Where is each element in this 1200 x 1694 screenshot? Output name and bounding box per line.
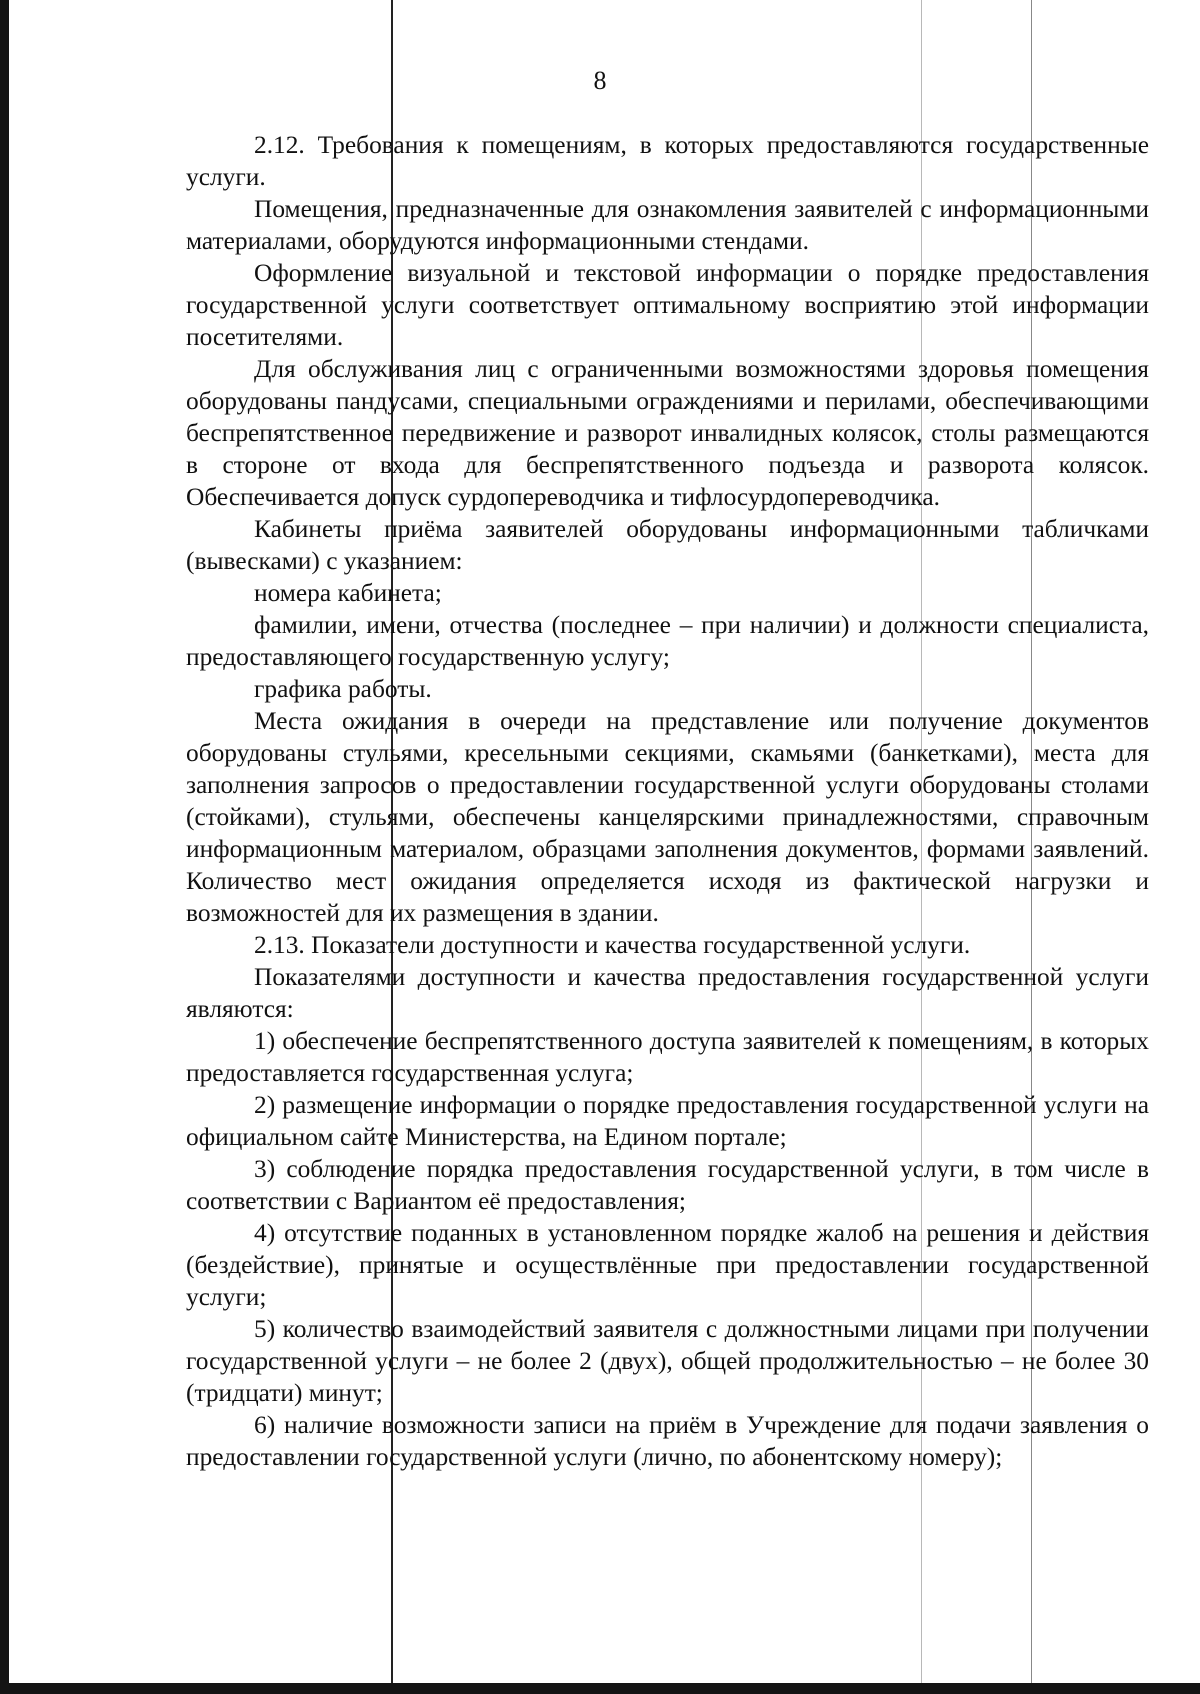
list-item: 1) обеспечение беспрепятственного доступа заявителей к помещениям, в которых предоставляется государственная услуга;	[186, 1027, 1149, 1087]
paragraph: Для обслуживания лиц с ограниченными возможностями здоровья помещения оборудованы пандусами, специальными ограждениями и перилами, обеспечивающими беспрепятственное передвижение и разворот инвалидных колясок, столы размещаются в стороне от входа для беспрепятственного подъезда и разворота колясок. Обеспечивается допуск сурдопереводчика и тифлосурдопереводчика.	[186, 355, 1149, 511]
paragraph: Помещения, предназначенные для ознакомления заявителей с информационными материалами, оборудуются информационными стендами.	[186, 195, 1149, 255]
list-item: фамилии, имени, отчества (последнее – при наличии) и должности специалиста, предоставляющего государственную услугу;	[186, 611, 1149, 671]
list-item: 5) количество взаимодействий заявителя с должностными лицами при получении государственной услуги – не более 2 (двух), общей продолжительностью – не более 30 (тридцати) минут;	[186, 1315, 1149, 1407]
paragraph: Оформление визуальной и текстовой информации о порядке предоставления государственной услуги соответствует оптимальному восприятию этой информации посетителями.	[186, 259, 1149, 351]
paragraph-2-12-heading: 2.12. Требования к помещениям, в которых предоставляются государственные услуги.	[186, 131, 1149, 191]
scan-bottom-border	[0, 1683, 1200, 1694]
paragraph-2-13-heading: 2.13. Показатели доступности и качества государственной услуги.	[254, 931, 971, 959]
list-item: графика работы.	[254, 675, 432, 703]
paragraph: Кабинеты приёма заявителей оборудованы информационными табличками (вывесками) с указанием:	[186, 515, 1149, 575]
scan-left-border	[0, 0, 9, 1694]
list-item: 2) размещение информации о порядке предоставления государственной услуги на официальном сайте Министерства, на Едином портале;	[186, 1091, 1149, 1151]
document-body	[186, 129, 1149, 1473]
paragraph: Показателями доступности и качества предоставления государственной услуги являются:	[186, 963, 1149, 1023]
list-item: 4) отсутствие поданных в установленном порядке жалоб на решения и действия (бездействие), принятые и осуществлённые при предоставлении государственной услуги;	[186, 1219, 1149, 1311]
paragraph: Места ожидания в очереди на представление или получение документов оборудованы стульями, кресельными секциями, скамьями (банкетками), места для заполнения запросов о предоставлении государственной услуги оборудованы столами (стойками), стульями, обеспечены канцелярскими принадлежностями, справочным информационным материалом, образцами заполнения документов, формами заявлений. Количество мест ожидания определяется исходя из фактической нагрузки и возможностей для их размещения в здании.	[186, 707, 1149, 927]
list-item: 3) соблюдение порядка предоставления государственной услуги, в том числе в соответствии с Вариантом её предоставления;	[186, 1155, 1149, 1215]
list-item: 6) наличие возможности записи на приём в Учреждение для подачи заявления о предоставлении государственной услуги (лично, по абонентскому номеру);	[186, 1411, 1149, 1471]
list-item: номера кабинета;	[254, 579, 442, 607]
page-number: 8	[593, 66, 607, 95]
